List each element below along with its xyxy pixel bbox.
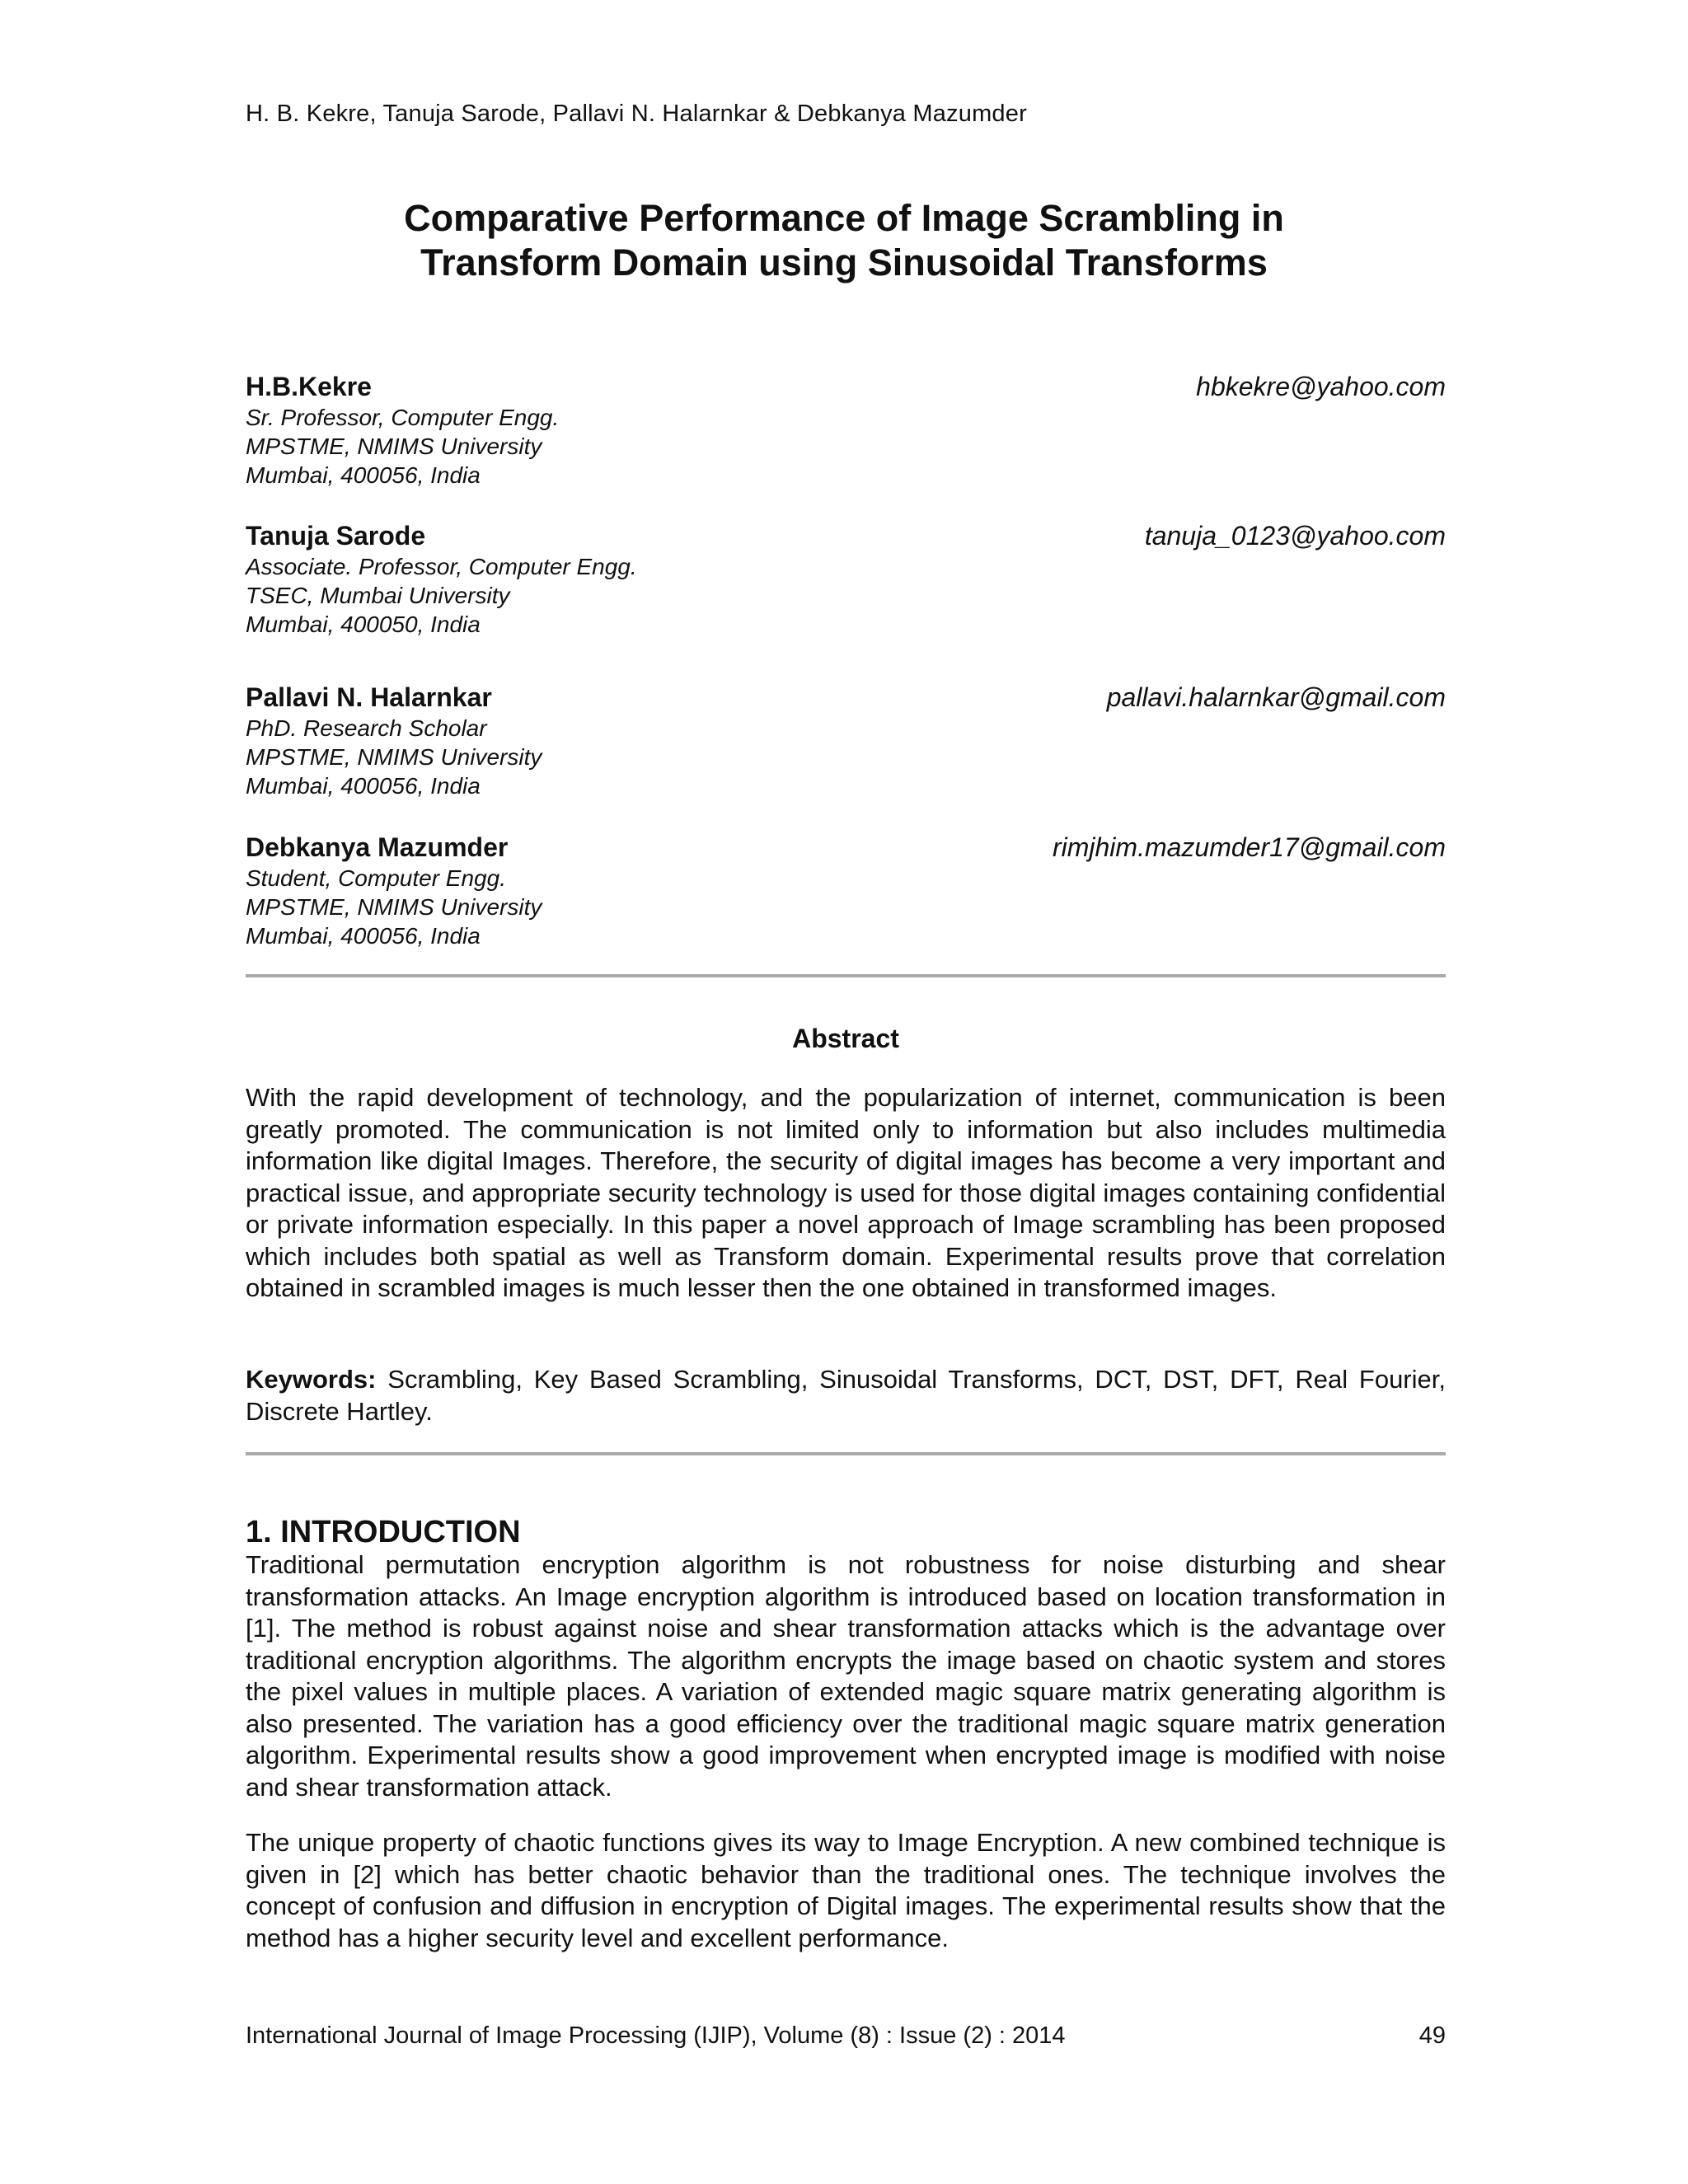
paper-title-line-1: Comparative Performance of Image Scrambling in <box>404 197 1284 239</box>
section-heading-introduction: 1. INTRODUCTION <box>246 1515 521 1549</box>
author-email[interactable]: hbkekre@yahoo.com <box>1196 372 1446 401</box>
author-name: Tanuja Sarode <box>246 521 426 551</box>
author-name: H.B.Kekre <box>246 372 372 401</box>
author-email[interactable]: pallavi.halarnkar@gmail.com <box>1106 682 1446 712</box>
divider-bottom <box>246 1452 1446 1455</box>
author-affiliation-line: TSEC, Mumbai University <box>246 583 510 608</box>
paper-title-line-2: Transform Domain using Sinusoidal Transforms <box>420 241 1268 284</box>
author-affiliation-line: MPSTME, NMIMS University <box>246 434 542 459</box>
author-email[interactable]: rimjhim.mazumder17@gmail.com <box>1052 832 1446 862</box>
paper-title <box>246 196 1442 285</box>
keywords-text: Scrambling, Key Based Scrambling, Sinusoidal Transforms, DCT, DST, DFT, Real Fourier, Discrete Hartley. <box>246 1365 1446 1426</box>
author-affiliation-line: Student, Computer Engg. <box>246 865 506 891</box>
running-header-authors: H. B. Kekre, Tanuja Sarode, Pallavi N. Halarnkar & Debkanya Mazumder <box>246 101 1027 127</box>
author-name: Pallavi N. Halarnkar <box>246 682 492 712</box>
author-affiliation-line: Mumbai, 400056, India <box>246 773 481 799</box>
introduction-paragraph-1: Traditional permutation encryption algorithm is not robustness for noise disturbing and shear transformation attacks. An Image encryption algorithm is introduced based on location transformation in [1]. The method is robust against noise and shear transformation attacks which is the advantage over traditional encryption algorithms. The algorithm encrypts the image based on chaotic system and stores the pixel values in multiple places. A variation of extended magic square matrix generating algorithm is also presented. The variation has a good efficiency over the traditional magic square matrix generation algorithm. Experimental results show a good improvement when encrypted image is modified with noise and shear transformation attack. <box>246 1550 1446 1802</box>
author-name: Debkanya Mazumder <box>246 832 509 862</box>
author-affiliation-line: MPSTME, NMIMS University <box>246 744 542 770</box>
author-affiliation-line: Associate. Professor, Computer Engg. <box>246 554 637 579</box>
abstract-heading: Abstract <box>792 1024 899 1053</box>
author-affiliation-line: MPSTME, NMIMS University <box>246 894 542 920</box>
keywords-label: Keywords: <box>246 1365 377 1394</box>
author-block-mazumder <box>246 831 1446 979</box>
author-affiliation-line: Mumbai, 400056, India <box>246 462 481 488</box>
author-block-halarnkar <box>246 681 1446 829</box>
introduction-paragraph-2: The unique property of chaotic functions gives its way to Image Encryption. A new combined technique is given in [2] which has better chaotic behavior than the traditional ones. The technique involves the concept of confusion and diffusion in encryption of Digital images. The experimental results show that the method has a higher security level and excellent performance. <box>246 1828 1446 1952</box>
author-block-kekre <box>246 370 1446 518</box>
footer-journal: International Journal of Image Processing (IJIP), Volume (8) : Issue (2) : 2014 <box>246 2022 1066 2049</box>
author-affiliation-line: Mumbai, 400056, India <box>246 923 481 949</box>
author-email[interactable]: tanuja_0123@yahoo.com <box>1144 521 1446 551</box>
author-affiliation-line: PhD. Research Scholar <box>246 715 487 741</box>
divider-top <box>246 974 1446 977</box>
footer-page-number: 49 <box>1418 2022 1446 2049</box>
keywords <box>246 1364 1446 1427</box>
author-affiliation-line: Mumbai, 400050, India <box>246 612 481 637</box>
abstract-text: With the rapid development of technology, and the popularization of internet, communication is been greatly promoted. The communication is not limited only to information but also includes multimedia information like digital Images. Therefore, the security of digital images has become a very important and practical issue, and appropriate security technology is used for those digital images containing confidential or private information especially. In this paper a novel approach of Image scrambling has been proposed which includes both spatial as well as Transform domain. Experimental results prove that correlation obtained in scrambled images is much lesser then the one obtained in transformed images. <box>246 1083 1446 1302</box>
author-block-sarode <box>246 519 1446 668</box>
author-affiliation-line: Sr. Professor, Computer Engg. <box>246 405 560 430</box>
